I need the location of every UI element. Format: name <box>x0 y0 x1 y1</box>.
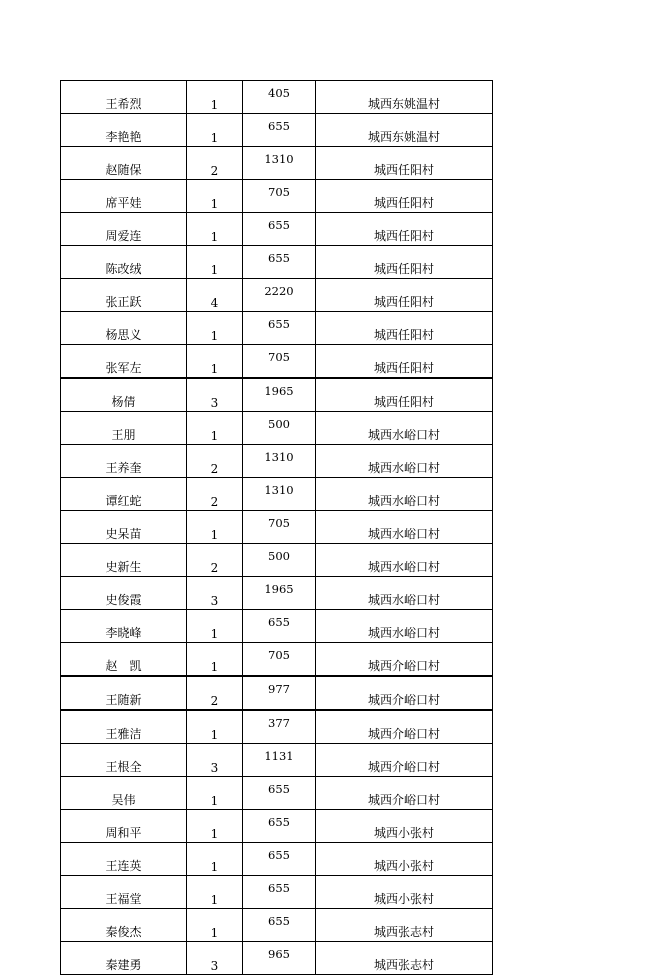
village-cell[interactable]: 城西任阳村 <box>316 213 493 246</box>
amount-cell[interactable]: 655 <box>243 876 316 909</box>
count-cell[interactable]: 1 <box>187 213 243 246</box>
name-cell[interactable]: 王养奎 <box>61 445 187 478</box>
village-cell[interactable]: 城西介峪口村 <box>316 710 493 744</box>
count-cell[interactable]: 4 <box>187 279 243 312</box>
table-row <box>61 478 493 511</box>
table-row <box>61 610 493 643</box>
table-body <box>61 81 493 975</box>
table-row <box>61 445 493 478</box>
village-cell[interactable]: 城西小张村 <box>316 876 493 909</box>
village-cell[interactable]: 城西小张村 <box>316 843 493 876</box>
name-cell[interactable]: 王雅洁 <box>61 710 187 744</box>
spreadsheet-table <box>60 80 493 975</box>
name-cell[interactable]: 李晓峰 <box>61 610 187 643</box>
count-cell[interactable]: 1 <box>187 180 243 213</box>
count-cell[interactable]: 1 <box>187 710 243 744</box>
village-cell[interactable]: 城西水峪口村 <box>316 445 493 478</box>
count-cell[interactable]: 1 <box>187 610 243 643</box>
count-cell[interactable]: 1 <box>187 81 243 114</box>
village-cell[interactable]: 城西任阳村 <box>316 246 493 279</box>
amount-cell[interactable]: 655 <box>243 610 316 643</box>
amount-cell[interactable]: 655 <box>243 213 316 246</box>
village-cell[interactable]: 城西张志村 <box>316 909 493 942</box>
amount-cell[interactable]: 655 <box>243 246 316 279</box>
name-cell[interactable]: 王朋 <box>61 412 187 445</box>
village-cell[interactable]: 城西任阳村 <box>316 279 493 312</box>
village-cell[interactable]: 城西介峪口村 <box>316 744 493 777</box>
village-cell[interactable]: 城西水峪口村 <box>316 610 493 643</box>
village-cell[interactable]: 城西小张村 <box>316 810 493 843</box>
count-cell[interactable]: 1 <box>187 412 243 445</box>
count-cell[interactable]: 3 <box>187 577 243 610</box>
name-cell[interactable]: 秦建勇 <box>61 942 187 975</box>
village-cell[interactable]: 城西张志村 <box>316 942 493 975</box>
count-cell[interactable]: 1 <box>187 312 243 345</box>
village-cell[interactable]: 城西水峪口村 <box>316 577 493 610</box>
table-row <box>61 810 493 843</box>
table-row <box>61 942 493 975</box>
name-cell[interactable]: 周爱连 <box>61 213 187 246</box>
count-cell[interactable]: 2 <box>187 445 243 478</box>
count-cell[interactable]: 2 <box>187 147 243 180</box>
amount-cell[interactable]: 705 <box>243 511 316 544</box>
table-row <box>61 412 493 445</box>
name-cell[interactable]: 王随新 <box>61 676 187 710</box>
table-row <box>61 544 493 577</box>
name-cell[interactable]: 王连英 <box>61 843 187 876</box>
amount-cell[interactable]: 377 <box>243 710 316 744</box>
count-cell[interactable]: 1 <box>187 114 243 147</box>
name-cell[interactable]: 王福堂 <box>61 876 187 909</box>
table-row <box>61 777 493 810</box>
amount-cell[interactable]: 965 <box>243 942 316 975</box>
amount-cell[interactable]: 1965 <box>243 378 316 412</box>
table-row <box>61 378 493 412</box>
count-cell[interactable]: 1 <box>187 246 243 279</box>
count-cell[interactable]: 1 <box>187 777 243 810</box>
village-cell[interactable]: 城西任阳村 <box>316 378 493 412</box>
name-cell[interactable]: 史呆苗 <box>61 511 187 544</box>
name-cell[interactable]: 杨思义 <box>61 312 187 345</box>
amount-cell[interactable]: 655 <box>243 909 316 942</box>
table-row <box>61 676 493 710</box>
amount-cell[interactable]: 977 <box>243 676 316 710</box>
table-row <box>61 577 493 610</box>
name-cell[interactable]: 陈改绒 <box>61 246 187 279</box>
amount-cell[interactable]: 1131 <box>243 744 316 777</box>
name-cell[interactable]: 张军左 <box>61 345 187 379</box>
village-cell[interactable]: 城西水峪口村 <box>316 478 493 511</box>
name-cell[interactable]: 周和平 <box>61 810 187 843</box>
amount-cell[interactable]: 655 <box>243 777 316 810</box>
village-cell[interactable]: 城西任阳村 <box>316 147 493 180</box>
name-cell[interactable]: 赵 凯 <box>61 643 187 677</box>
table-row <box>61 909 493 942</box>
table-row <box>61 643 493 677</box>
count-cell[interactable]: 3 <box>187 942 243 975</box>
amount-cell[interactable]: 705 <box>243 345 316 379</box>
village-cell[interactable]: 城西水峪口村 <box>316 511 493 544</box>
name-cell[interactable]: 秦俊杰 <box>61 909 187 942</box>
table-row <box>61 81 493 114</box>
table-row <box>61 246 493 279</box>
count-cell[interactable]: 1 <box>187 909 243 942</box>
amount-cell[interactable]: 655 <box>243 114 316 147</box>
village-cell[interactable]: 城西水峪口村 <box>316 544 493 577</box>
village-cell[interactable]: 城西介峪口村 <box>316 643 493 677</box>
name-cell[interactable]: 李艳艳 <box>61 114 187 147</box>
table-row <box>61 114 493 147</box>
table-row <box>61 876 493 909</box>
count-cell[interactable]: 1 <box>187 511 243 544</box>
table-row <box>61 744 493 777</box>
village-cell[interactable]: 城西任阳村 <box>316 180 493 213</box>
amount-cell[interactable]: 500 <box>243 412 316 445</box>
count-cell[interactable]: 1 <box>187 345 243 379</box>
count-cell[interactable]: 3 <box>187 378 243 412</box>
name-cell[interactable]: 赵随保 <box>61 147 187 180</box>
table-row <box>61 710 493 744</box>
table-row <box>61 180 493 213</box>
count-cell[interactable]: 2 <box>187 544 243 577</box>
village-cell[interactable]: 城西东姚温村 <box>316 81 493 114</box>
village-cell[interactable]: 城西东姚温村 <box>316 114 493 147</box>
amount-cell[interactable]: 705 <box>243 643 316 677</box>
name-cell[interactable]: 王根全 <box>61 744 187 777</box>
table-row <box>61 843 493 876</box>
name-cell[interactable]: 谭红蛇 <box>61 478 187 511</box>
table-row <box>61 312 493 345</box>
count-cell[interactable]: 1 <box>187 643 243 677</box>
name-cell[interactable]: 杨倩 <box>61 378 187 412</box>
count-cell[interactable]: 2 <box>187 478 243 511</box>
amount-cell[interactable]: 1965 <box>243 577 316 610</box>
name-cell[interactable]: 张正跃 <box>61 279 187 312</box>
village-cell[interactable]: 城西水峪口村 <box>316 412 493 445</box>
amount-cell[interactable]: 1310 <box>243 478 316 511</box>
table-row <box>61 279 493 312</box>
table-row <box>61 511 493 544</box>
amount-cell[interactable]: 500 <box>243 544 316 577</box>
count-cell[interactable]: 2 <box>187 676 243 710</box>
village-cell[interactable]: 城西介峪口村 <box>316 777 493 810</box>
name-cell[interactable]: 王希烈 <box>61 81 187 114</box>
village-cell[interactable]: 城西任阳村 <box>316 312 493 345</box>
village-cell[interactable]: 城西介峪口村 <box>316 676 493 710</box>
count-cell[interactable]: 1 <box>187 810 243 843</box>
amount-cell[interactable]: 655 <box>243 843 316 876</box>
amount-cell[interactable]: 655 <box>243 312 316 345</box>
count-cell[interactable]: 3 <box>187 744 243 777</box>
count-cell[interactable]: 1 <box>187 843 243 876</box>
table-row <box>61 213 493 246</box>
count-cell[interactable]: 1 <box>187 876 243 909</box>
name-cell[interactable]: 吴伟 <box>61 777 187 810</box>
amount-cell[interactable]: 405 <box>243 81 316 114</box>
amount-cell[interactable]: 2220 <box>243 279 316 312</box>
amount-cell[interactable]: 655 <box>243 810 316 843</box>
table-row <box>61 147 493 180</box>
name-cell[interactable]: 史新生 <box>61 544 187 577</box>
amount-cell[interactable]: 1310 <box>243 445 316 478</box>
village-cell[interactable]: 城西任阳村 <box>316 345 493 379</box>
name-cell[interactable]: 史俊霞 <box>61 577 187 610</box>
amount-cell[interactable]: 705 <box>243 180 316 213</box>
amount-cell[interactable]: 1310 <box>243 147 316 180</box>
table-row <box>61 345 493 379</box>
name-cell[interactable]: 席平娃 <box>61 180 187 213</box>
